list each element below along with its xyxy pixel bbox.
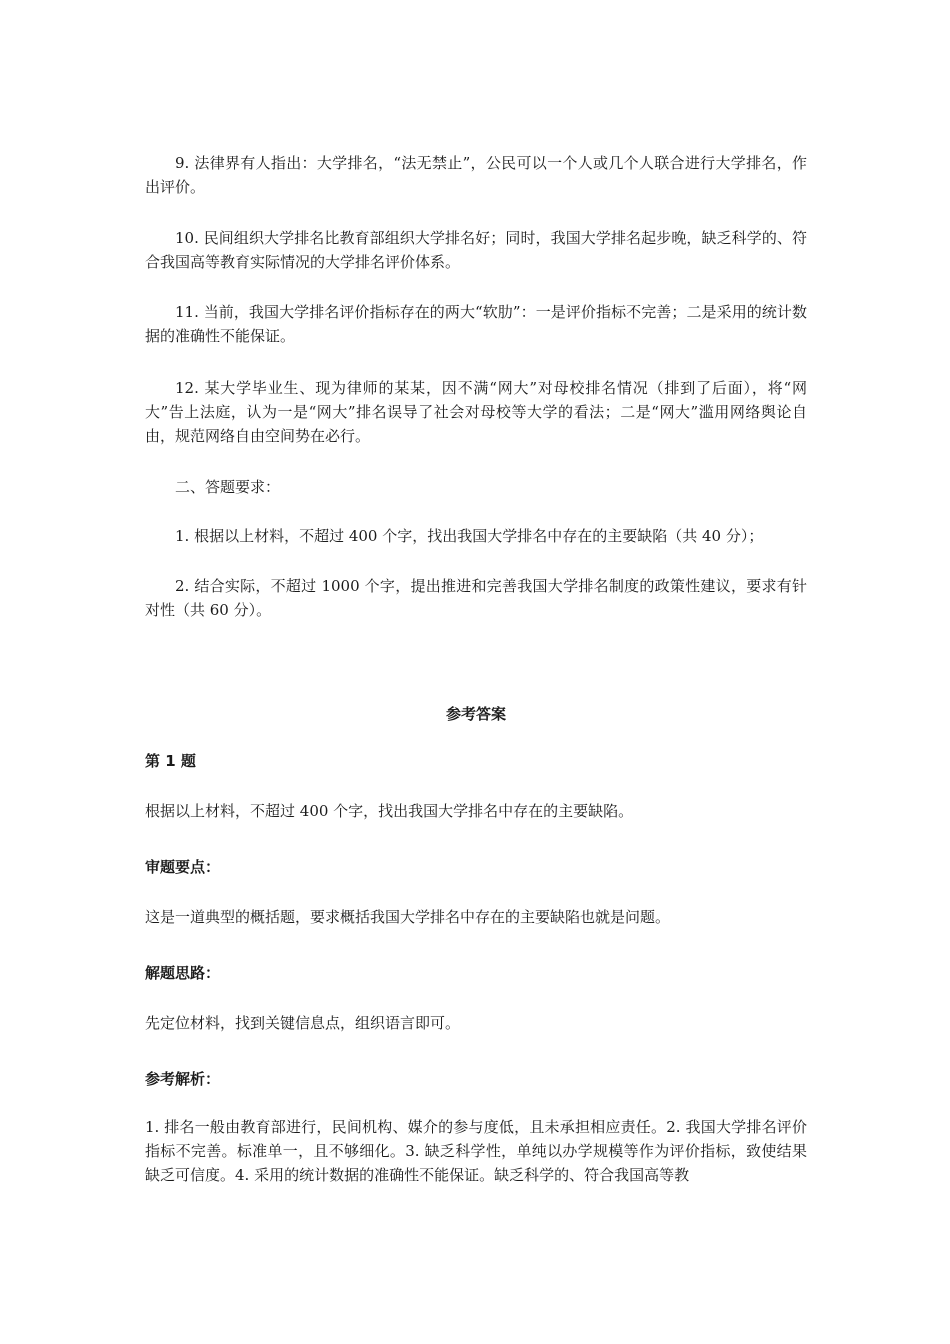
review-text: 这是一道典型的概括题，要求概括我国大学排名中存在的主要缺陷也就是问题。	[145, 908, 671, 926]
requirement-1: 1. 根据以上材料，不超过 400 个字，找出我国大学排名中存在的主要缺陷（共 40 分）；	[175, 527, 764, 545]
question-label: 第 1 题	[145, 752, 196, 770]
question-text: 根据以上材料，不超过 400 个字，找出我国大学排名中存在的主要缺陷。	[145, 802, 634, 820]
answer-title: 参考答案	[445, 705, 506, 723]
approach-heading: 解题思路：	[145, 964, 221, 982]
material-item-10: 10. 民间组织大学排名比教育部组织大学排名好；同时，我国大学排名起步晚，缺乏科学的、符合我国高等教育实际情况的大学排名评价体系。	[145, 229, 807, 271]
requirements-heading: 二、答题要求：	[175, 478, 281, 496]
material-item-9: 9. 法律界有人指出：大学排名，“法无禁止”，公民可以一个人或几个人联合进行大学排名，作出评价。	[145, 154, 807, 196]
review-heading: 审题要点：	[145, 858, 221, 876]
analysis-heading: 参考解析：	[145, 1070, 221, 1088]
analysis-text: 1. 排名一般由教育部进行，民间机构、媒介的参与度低，且未承担相应责任。2. 我国大学排名评价指标不完善。标准单一，且不够细化。3. 缺乏科学性，单纯以办学规模等作为评价指标，致使结果缺乏可信度。4. 采用的统计数据的准确性不能保证。缺乏科学的、符合我国高等教	[145, 1118, 807, 1184]
requirement-2: 2. 结合实际，不超过 1000 个字，提出推进和完善我国大学排名制度的政策性建议，要求有针对性（共 60 分）。	[145, 577, 807, 619]
material-item-12: 12. 某大学毕业生、现为律师的某某，因不满“网大”对母校排名情况（排到了后面），将“网大”告上法庭，认为一是“网大”排名误导了社会对母校等大学的看法；二是“网大”滥用网络舆论自由，规范网络自由空间势在必行。	[145, 379, 807, 445]
approach-text: 先定位材料，找到关键信息点，组织语言即可。	[145, 1014, 461, 1032]
material-item-11: 11. 当前，我国大学排名评价指标存在的两大“软肋”：一是评价指标不完善；二是采用的统计数据的准确性不能保证。	[145, 303, 807, 345]
